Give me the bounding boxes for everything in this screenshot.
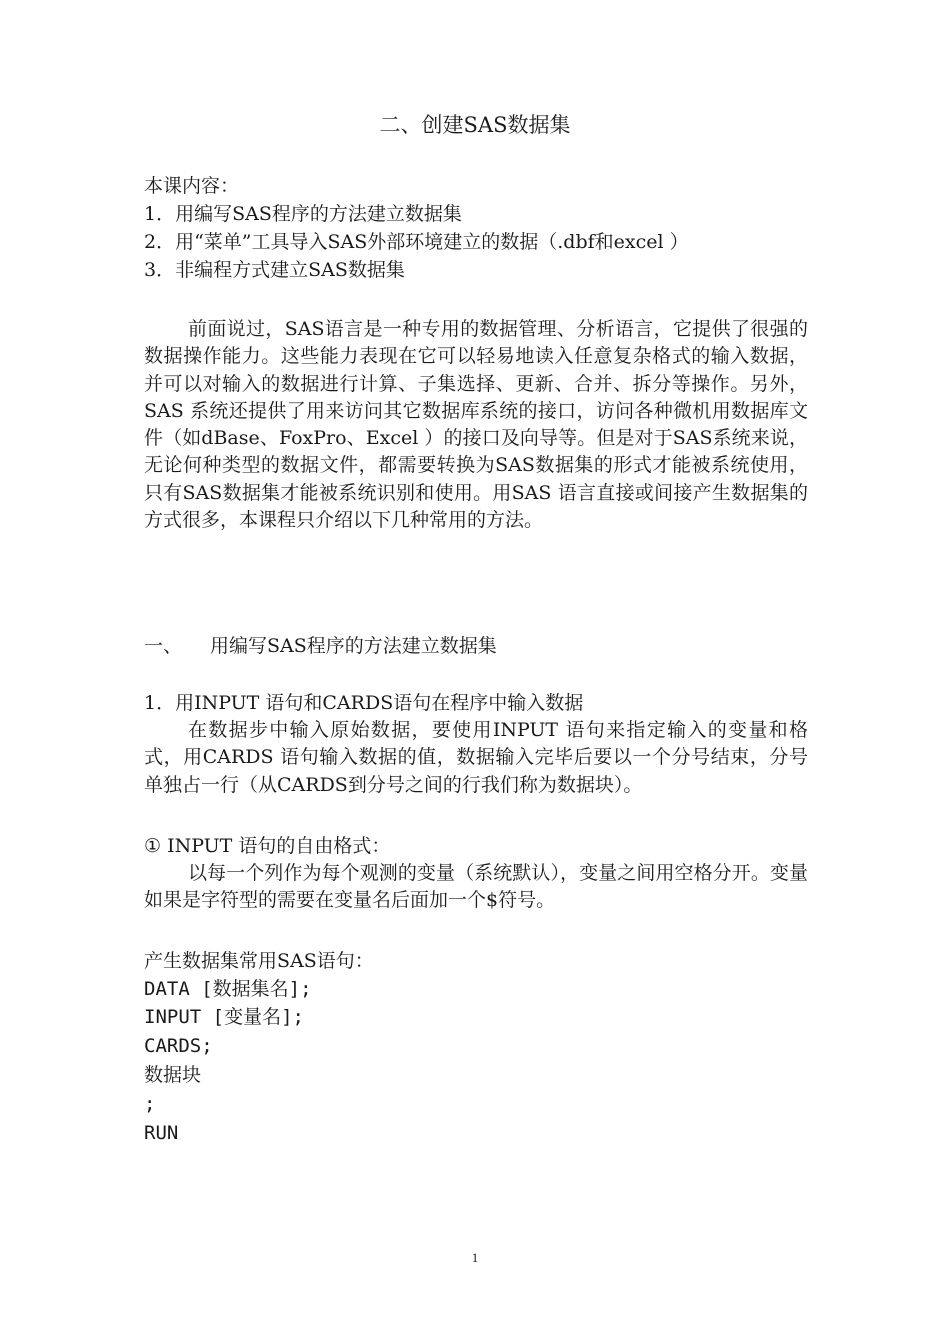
page-title: 二、创建SAS数据集	[379, 113, 571, 137]
free-format-paragraph	[144, 860, 808, 915]
code-line-data-block: 数据块	[144, 1064, 202, 1086]
code-intro: 产生数据集常用SAS语句：	[144, 950, 374, 972]
contents-item-2: 2．用“菜单”工具导入SAS外部环境建立的数据（.dbf和excel ）	[144, 231, 689, 253]
code-line-data: DATA [数据集名];	[144, 978, 312, 1000]
code-line-cards: CARDS;	[144, 1035, 213, 1057]
code-line-input: INPUT [变量名];	[144, 1006, 304, 1028]
intro-paragraph	[144, 316, 808, 534]
contents-item-3: 3．非编程方式建立SAS数据集	[144, 259, 405, 281]
section-1-heading	[144, 632, 810, 660]
contents-item-1: 1．用编写SAS程序的方法建立数据集	[144, 203, 462, 225]
subsection-1-heading: 1．用INPUT 语句和CARDS语句在程序中输入数据	[144, 692, 584, 714]
input-cards-paragraph	[144, 717, 808, 799]
input-cards-paragraph-text: 在数据步中输入原始数据，要使用INPUT 语句来指定输入的变量和格式，用CARDS 语句输入数据的值，数据输入完毕后要以一个分号结束，分号单独占一行（从CARDS到分号之间的行我们称为数据块）。	[144, 719, 808, 796]
code-line-run: RUN	[144, 1122, 179, 1144]
free-format-paragraph-text: 以每一个列作为每个观测的变量（系统默认），变量之间用空格分开。变量如果是字符型的需要在变量名后面加一个$符号。	[144, 862, 808, 912]
intro-label: 本课内容：	[144, 175, 240, 197]
intro-paragraph-text: 前面说过，SAS语言是一种专用的数据管理、分析语言，它提供了很强的数据操作能力。这些能力表现在它可以轻易地读入任意复杂格式的输入数据，并可以对输入的数据进行计算、子集选择、更新、合并、拆分等操作。另外，SAS 系统还提供了用来访问其它数据库系统的接口，访问各种微机用数据库文件（如dBase、FoxPro、Excel ）的接口及向导等。但是对于SAS系统来说，无论何种类型的数据文件，都需要转换为SAS数据集的形式才能被系统使用，只有SAS数据集才能被系统识别和使用。用SAS 语言直接或间接产生数据集的方式很多，本课程只介绍以下几种常用的方法。	[144, 318, 808, 532]
section-1-title: 用编写SAS程序的方法建立数据集	[210, 635, 497, 657]
item-1-heading: ① INPUT 语句的自由格式：	[144, 835, 391, 857]
page-number: 1	[471, 1250, 479, 1265]
section-1-number: 一、	[144, 635, 183, 657]
code-line-semicolon: ;	[144, 1093, 156, 1115]
